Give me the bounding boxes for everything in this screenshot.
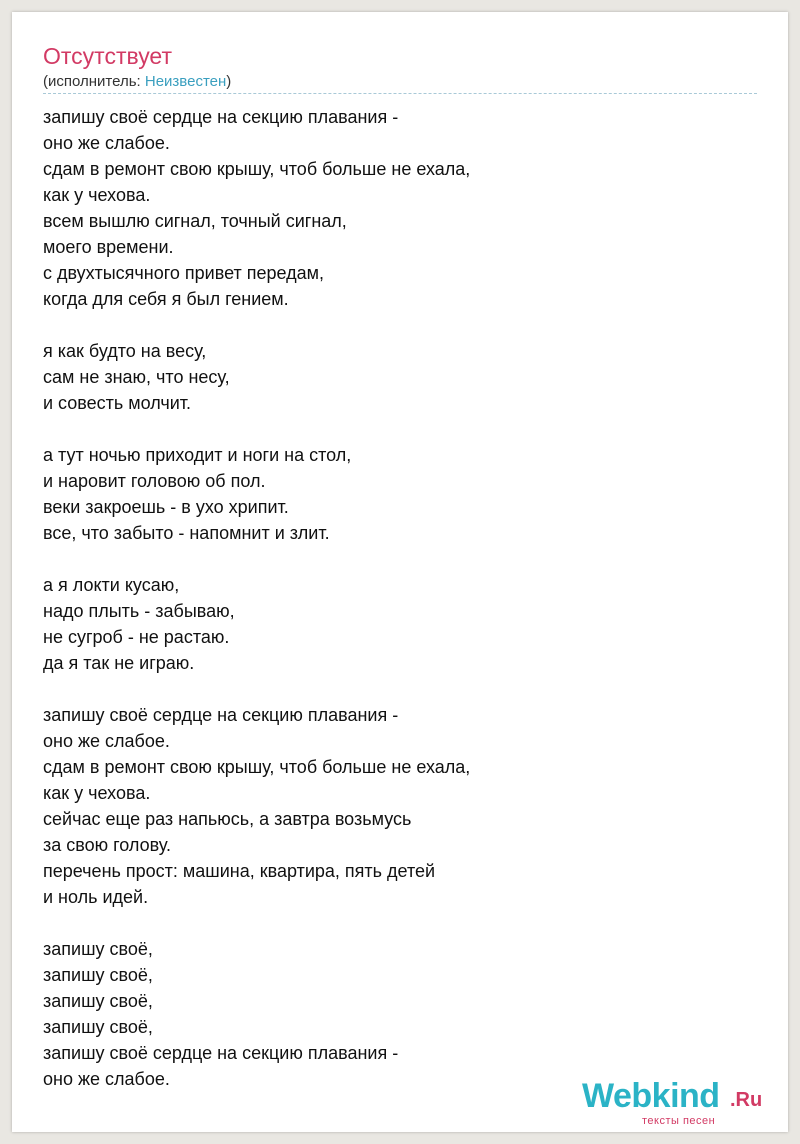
lyrics-stanza bbox=[43, 572, 470, 676]
lyrics-line: всем вышлю сигнал, точный сигнал, bbox=[43, 211, 347, 231]
lyrics-stanza bbox=[43, 442, 470, 546]
lyrics-line: запишу своё сердце на секцию плавания - bbox=[43, 1043, 399, 1063]
lyrics-line: когда для себя я был гением. bbox=[43, 289, 289, 309]
lyrics-line: все, что забыто - напомнит и злит. bbox=[43, 523, 330, 543]
lyrics-line: запишу своё, bbox=[43, 965, 153, 985]
lyrics-line: и ноль идей. bbox=[43, 887, 149, 907]
lyrics-line: сдам в ремонт свою крышу, чтоб больше не ехала, bbox=[43, 159, 471, 179]
lyrics-line: как у чехова. bbox=[43, 185, 151, 205]
artist-link[interactable]: Неизвестен bbox=[144, 73, 227, 90]
artist-prefix: (исполнитель: bbox=[43, 73, 145, 90]
artist-suffix: ) bbox=[226, 73, 232, 90]
lyrics-line: надо плыть - забываю, bbox=[43, 601, 235, 621]
lyrics-line: как у чехова. bbox=[43, 783, 151, 803]
site-logo[interactable] bbox=[582, 1076, 772, 1126]
lyrics-line: сейчас еще раз напьюсь, а завтра возьмусь bbox=[43, 809, 412, 829]
lyrics-line: перечень прост: машина, квартира, пять детей bbox=[43, 861, 436, 881]
logo-wordmark: Webkind bbox=[582, 1077, 720, 1115]
lyrics-stanza bbox=[43, 338, 470, 416]
lyrics-line: не сугроб - не растаю. bbox=[43, 627, 230, 647]
lyrics-line: а я локти кусаю, bbox=[43, 575, 180, 595]
song-title: Отсутствует bbox=[43, 43, 172, 69]
lyrics-line: моего времени. bbox=[43, 237, 174, 257]
lyrics-line: запишу своё сердце на секцию плавания - bbox=[43, 107, 399, 127]
artist-line bbox=[43, 72, 231, 92]
lyrics-line: а тут ночью приходит и ноги на стол, bbox=[43, 445, 352, 465]
lyrics-line: запишу своё, bbox=[43, 1017, 153, 1037]
lyrics-stanza bbox=[43, 702, 470, 910]
lyrics-line: и наровит головою об пол. bbox=[43, 471, 266, 491]
lyrics-line: оно же слабое. bbox=[43, 731, 170, 751]
logo-tagline: тексты песен bbox=[642, 1115, 716, 1127]
lyrics-line: запишу своё сердце на секцию плавания - bbox=[43, 705, 399, 725]
lyrics-stanza bbox=[43, 104, 470, 312]
lyrics-text bbox=[43, 104, 470, 1118]
divider bbox=[43, 93, 757, 94]
lyrics-line: веки закроешь - в ухо хрипит. bbox=[43, 497, 289, 517]
lyrics-line: с двухтысячного привет передам, bbox=[43, 263, 325, 283]
lyrics-line: сдам в ремонт свою крышу, чтоб больше не ехала, bbox=[43, 757, 471, 777]
lyrics-line: за свою голову. bbox=[43, 835, 172, 855]
lyrics-line: оно же слабое. bbox=[43, 1069, 170, 1089]
logo-domain: .Ru bbox=[730, 1089, 763, 1111]
lyrics-stanza bbox=[43, 936, 470, 1092]
lyrics-line: да я так не играю. bbox=[43, 653, 195, 673]
lyrics-line: запишу своё, bbox=[43, 991, 153, 1011]
lyrics-line: сам не знаю, что несу, bbox=[43, 367, 230, 387]
lyrics-line: оно же слабое. bbox=[43, 133, 170, 153]
lyrics-line: запишу своё, bbox=[43, 939, 153, 959]
lyrics-line: я как будто на весу, bbox=[43, 341, 207, 361]
lyrics-line: и совесть молчит. bbox=[43, 393, 192, 413]
